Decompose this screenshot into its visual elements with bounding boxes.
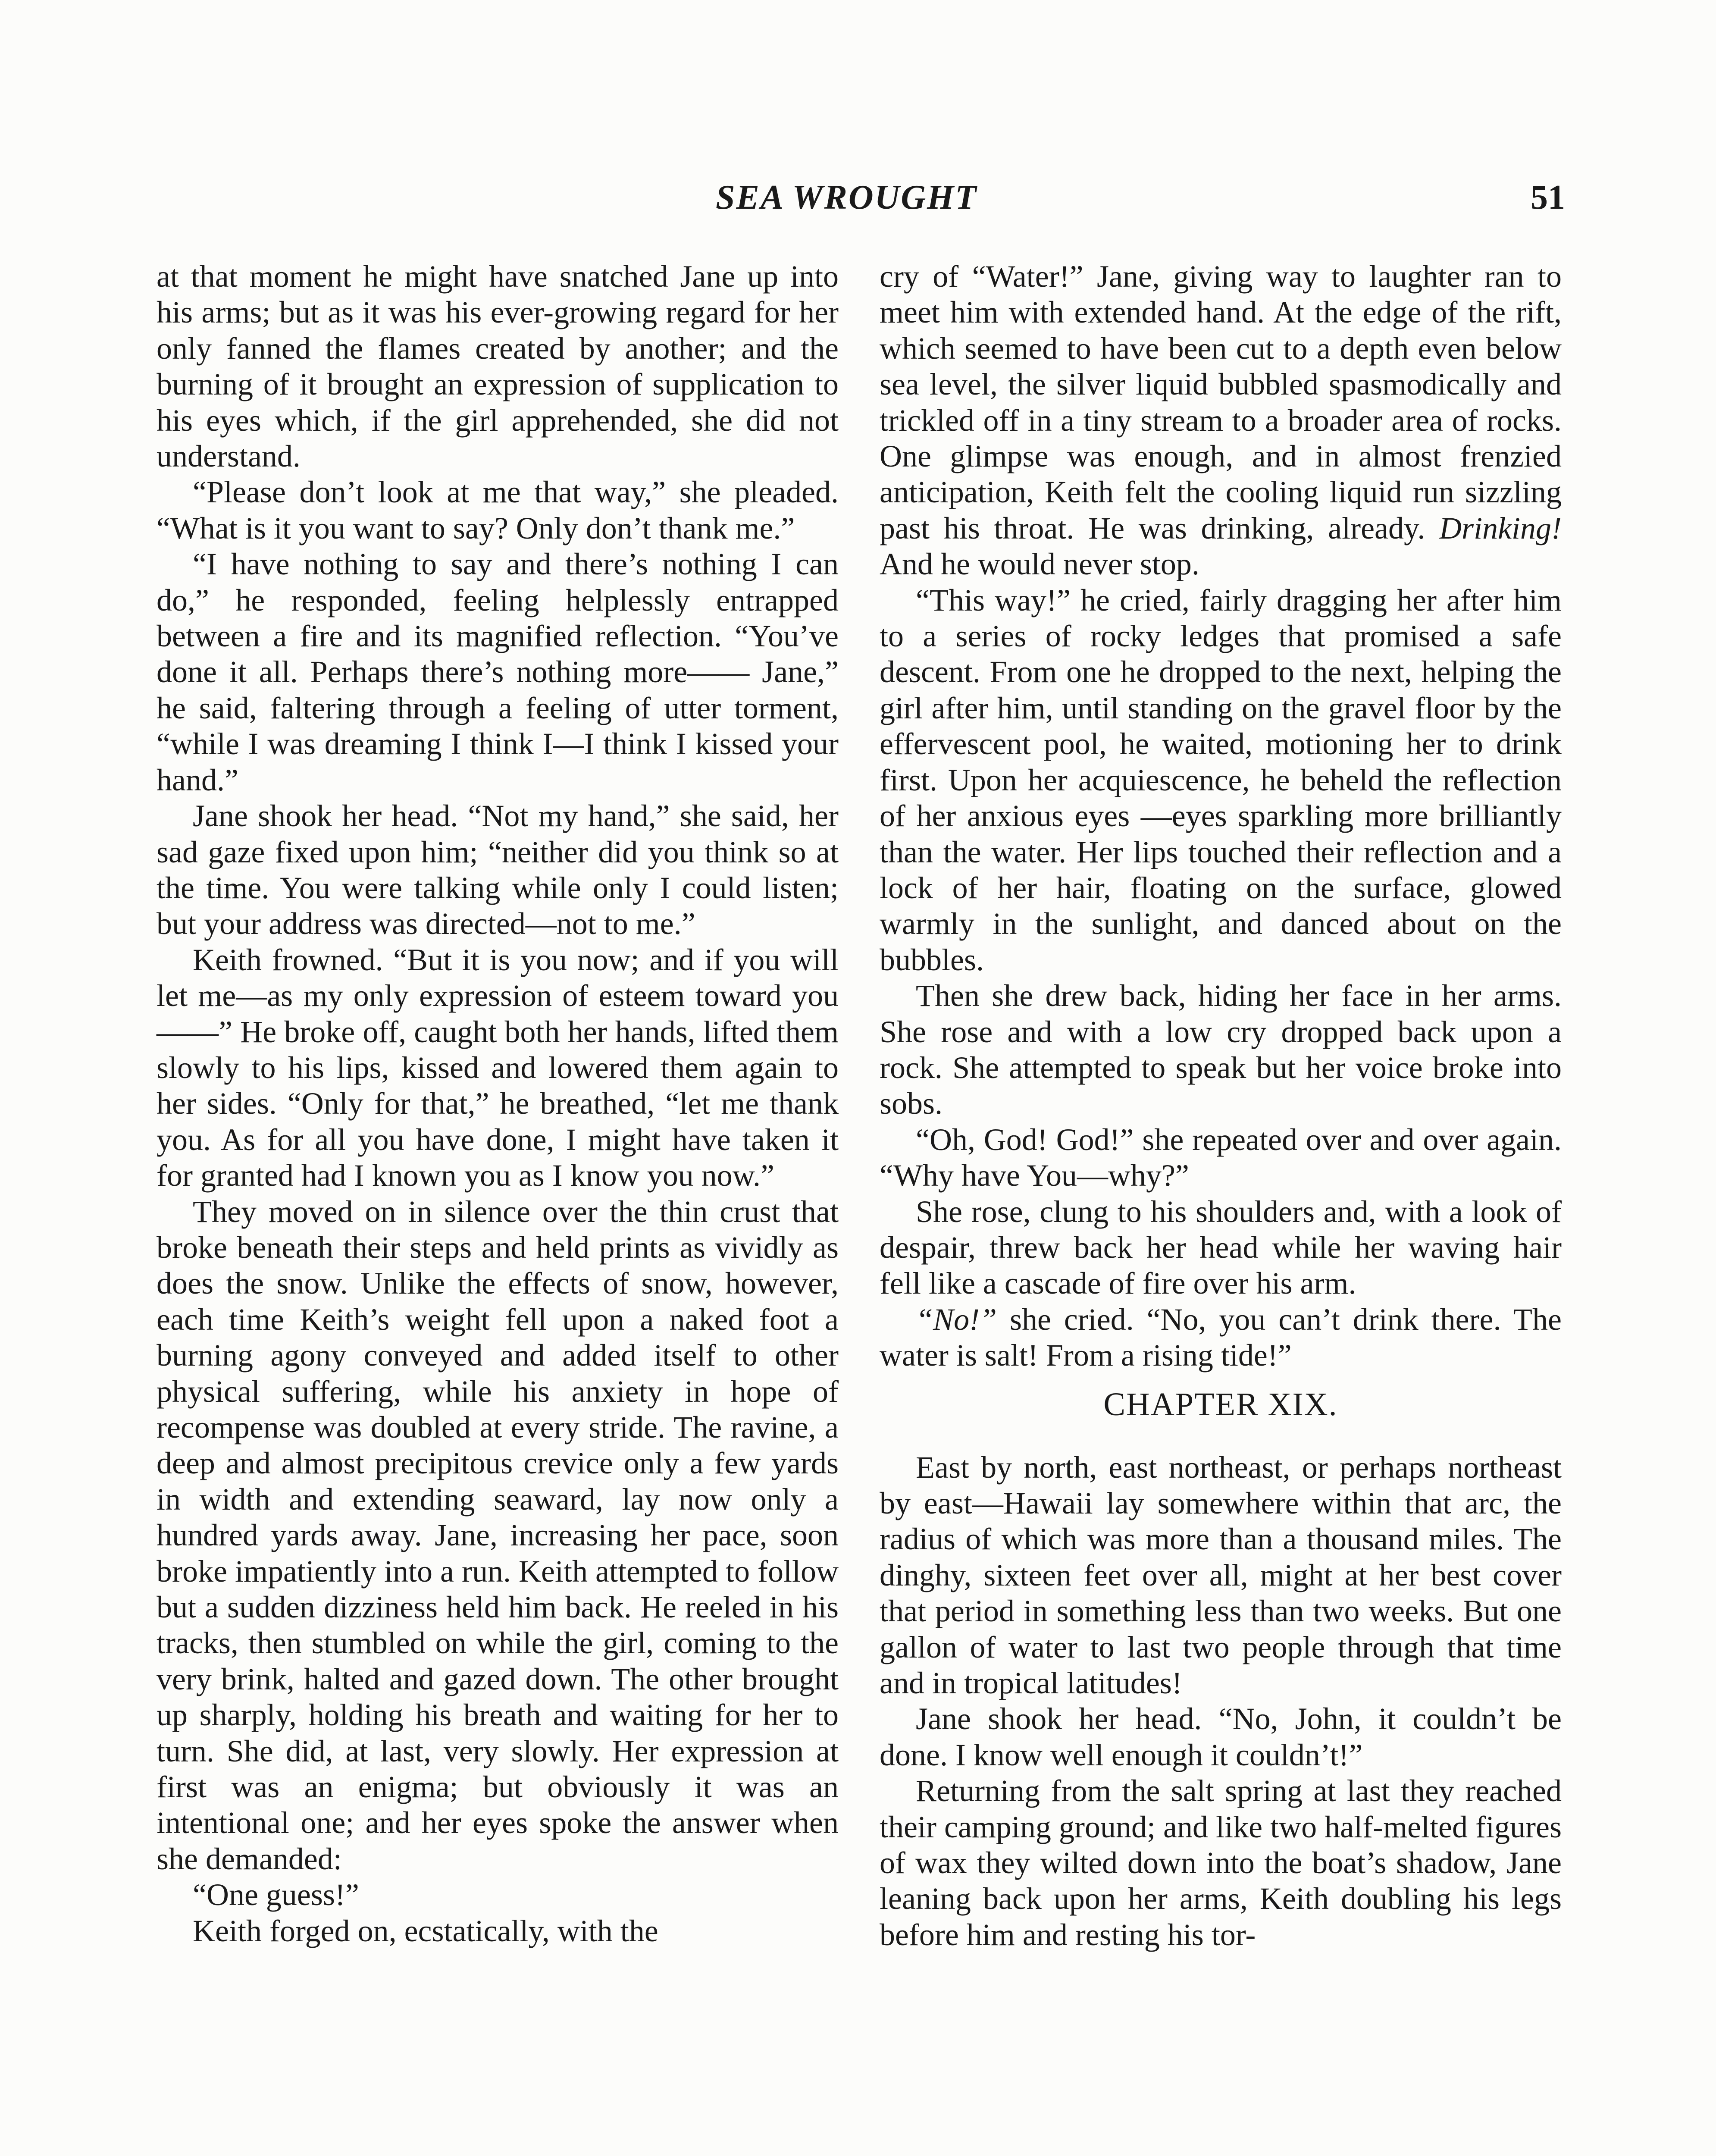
paragraph: They moved on in silence over the thin crust that broke beneath their steps and held prints as vividly as does the snow. Unlike the effects of snow, however, each time Keith’s weight fell upon a naked foot a burning agony conveyed and added itself to other physical suffering, while his anxiety in hope of recompense was doubled at every stride. The ravine, a deep and almost precipitous crevice only a few yards in width and extending seaward, lay now only a hundred yards away. Jane, increasing her pace, soon broke impatiently into a run. Keith attempted to follow but a sudden dizziness held him back. He reeled in his tracks, then stumbled on while the girl, coming to the very brink, halted and gazed down. The other brought up sharply, holding his breath and waiting for her to turn. She did, at last, very slowly. Her expression at first was an enigma; but obviously it was an intentional one; and her eyes spoke the answer when she demanded:: [157, 1194, 839, 1876]
left-column: [157, 259, 839, 1949]
paragraph-text: And he would never stop.: [880, 547, 1199, 582]
paragraph: Then she drew back, hiding her face in her arms. She rose and with a low cry dropped back upon a rock. She attempted to speak but her voice broke into sobs.: [880, 978, 1562, 1121]
page-number: 51: [1531, 179, 1565, 216]
paragraph: [880, 1302, 1562, 1374]
chapter-heading: CHAPTER XIX.: [1103, 1386, 1338, 1423]
paragraph: [880, 259, 1562, 583]
italic-text: “No!”: [916, 1302, 997, 1337]
paragraph: She rose, clung to his shoulders and, with a look of despair, threw back her head while her waving hair fell like a cascade of fire over his arm.: [880, 1194, 1562, 1301]
right-column: [880, 259, 1562, 1953]
italic-text: Drinking!: [1439, 511, 1562, 545]
paragraph: Returning from the salt spring at last they reached their camping ground; and like two half-melted figures of wax they wilted down into the boat’s shadow, Jane leaning back upon her arms, Keith doubling his legs before him and resting his tor-: [880, 1774, 1562, 1952]
paragraph: “Oh, God! God!” she repeated over and over again. “Why have You—why?”: [880, 1122, 1562, 1193]
paragraph: “This way!” he cried, fairly dragging her after him to a series of rocky ledges that promised a safe descent. From one he dropped to the next, helping the girl after him, until standing on the gravel floor by the effervescent pool, he waited, motioning her to drink first. Upon her acquiescence, he beheld the reflection of her anxious eyes —eyes sparkling more brilliantly than the water. Her lips touched their reflection and a lock of her hair, floating on the surface, glowed warmly in the sunlight, and danced about on the bubbles.: [880, 583, 1562, 977]
paragraph: Keith frowned. “But it is you now; and if you will let me—as my only expression of esteem toward you——” He broke off, caught both her hands, lifted them slowly to his lips, kissed and lowered them again to her sides. “Only for that,” he breathed, “let me thank you. As for all you have done, I might have taken it for granted had I known you as I know you now.”: [157, 942, 839, 1193]
paragraph: “I have nothing to say and there’s nothing I can do,” he responded, feeling helplessly entrapped between a fire and its magnified reflection. “You’ve done it all. Perhaps there’s nothing more—— Jane,” he said, faltering through a feeling of utter torment, “while I was dreaming I think I—I think I kissed your hand.”: [157, 547, 839, 797]
paragraph: Jane shook her head. “No, John, it couldn’t be done. I know well enough it couldn’t!”: [880, 1702, 1562, 1772]
paragraph-text: she cried. “No, you can’t drink there. The water is salt! From a rising tide!”: [880, 1302, 1562, 1373]
paragraph: at that moment he might have snatched Jane up into his arms; but as it was his ever-growing regard for her only fanned the flames created by another; and the burning of it brought an expression of supplication to his eyes which, if the girl apprehended, she did not understand.: [157, 259, 839, 474]
paragraph: “One guess!”: [193, 1877, 359, 1912]
paragraph: “Please don’t look at me that way,” she pleaded. “What is it you want to say? Only don’t thank me.”: [157, 475, 839, 545]
paragraph: East by north, east northeast, or perhaps northeast by east—Hawaii lay somewhere within that arc, the radius of which was more than a thousand miles. The dinghy, sixteen feet over all, might at her best cover that period in something less than two weeks. But one gallon of water to last two people through that time and in tropical latitudes!: [880, 1450, 1562, 1701]
paragraph: Jane shook her head. “Not my hand,” she said, her sad gaze fixed upon him; “neither did you think so at the time. You were talking while only I could listen; but your address was directed—not to me.”: [157, 799, 839, 941]
paragraph-text: cry of “Water!” Jane, giving way to laughter ran to meet him with extended hand. At the edge of the rift, which seemed to have been cut to a depth even below sea level, the silver liquid bubbled spasmodically and trickled off in a tiny stream to a broader area of rocks. One glimpse was enough, and in almost frenzied anticipation, Keith felt the cooling liquid run sizzling past his throat. He was drinking, already.: [880, 259, 1562, 545]
running-title: SEA WROUGHT: [716, 179, 978, 216]
paragraph: Keith forged on, ecstatically, with the: [193, 1913, 658, 1948]
